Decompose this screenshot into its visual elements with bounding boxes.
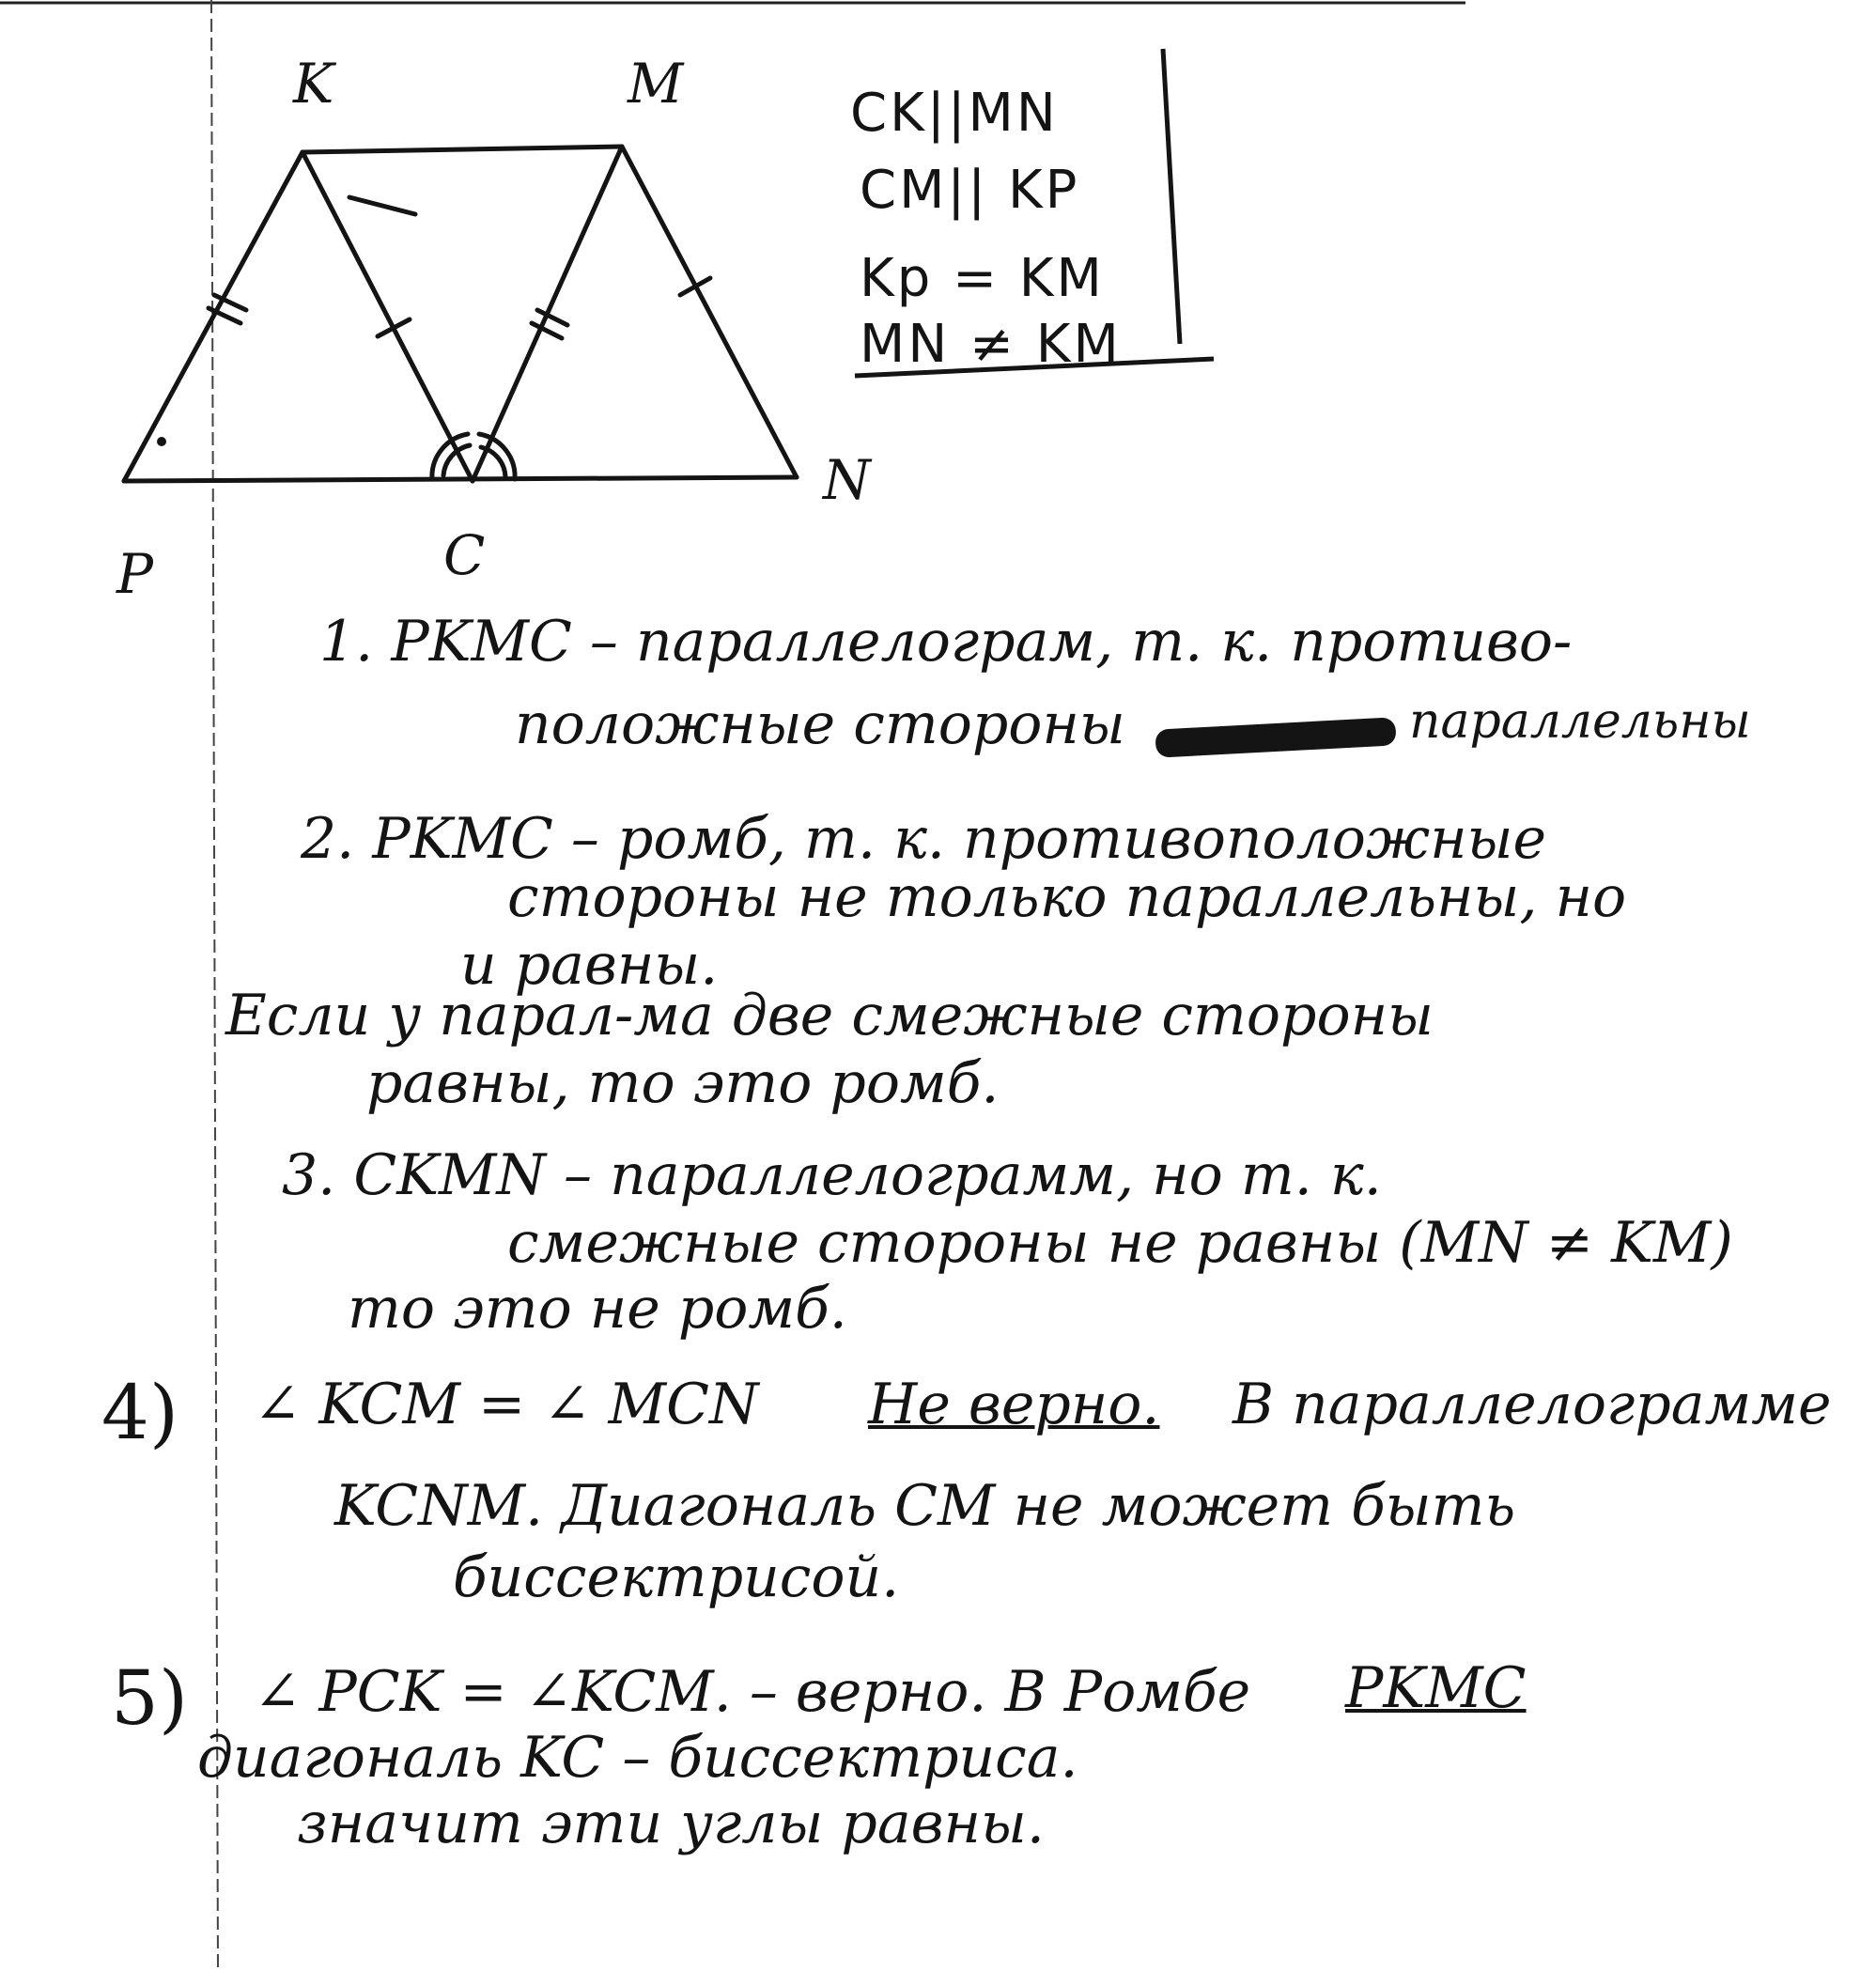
vertex-label-n: N (823, 448, 871, 512)
step4-verdict: Не верно. (868, 1372, 1160, 1437)
step4-line3: биссектрисой. (453, 1544, 900, 1610)
vertex-label-c: C (443, 523, 486, 587)
step4-line2: KCNM. Диагональ CM не может быть (334, 1473, 1516, 1539)
vertex-label-m: M (628, 52, 684, 116)
step3-line2: смежные стороны не равны (MN ≠ KM) (507, 1210, 1733, 1276)
step1-line2: положные стороны (515, 691, 1125, 757)
step2-line4: Если у парал-ма две смежные стороны (225, 983, 1434, 1048)
step1-line2b: параллельны (1409, 693, 1751, 750)
step2-line5: равны, то это ромб. (366, 1050, 1000, 1116)
step2-line2: стороны не только параллельны, но (507, 864, 1627, 930)
step4-line1a: ∠ KCM = ∠ MCN (254, 1372, 759, 1437)
step5-line2: диагональ KC – биссектриса. (197, 1725, 1078, 1791)
step3-line1: 3. CKMN – параллелограмм, но т. к. (282, 1142, 1382, 1208)
step5-rhombus-name: PKMC (1345, 1655, 1527, 1721)
given-line-4: MN ≠ KM (860, 314, 1122, 375)
step5-line3: значит эти углы равны. (297, 1791, 1045, 1856)
step2-line3: и равны. (460, 932, 719, 998)
given-line-3: Kp = KM (860, 248, 1105, 309)
given-line-1: CK||MN (850, 83, 1059, 144)
step2-line1: 2. PKMC – ромб, т. к. противоположные (301, 806, 1547, 872)
step1-line1: 1. PKMC – параллелограм, т. к. противо- (319, 609, 1573, 675)
vertex-label-k: K (293, 52, 334, 116)
step3-line3: то это не ромб. (348, 1276, 847, 1342)
step4-line1c: В параллелограмме (1233, 1372, 1832, 1437)
step4-number: 4) (101, 1369, 179, 1456)
vertex-label-p: P (116, 542, 154, 606)
step5-number: 5) (111, 1654, 189, 1742)
step5-line1a: ∠ PCK = ∠KCM. – верно. В Ромбе (254, 1659, 1251, 1725)
given-line-2: CM|| KP (860, 160, 1080, 221)
